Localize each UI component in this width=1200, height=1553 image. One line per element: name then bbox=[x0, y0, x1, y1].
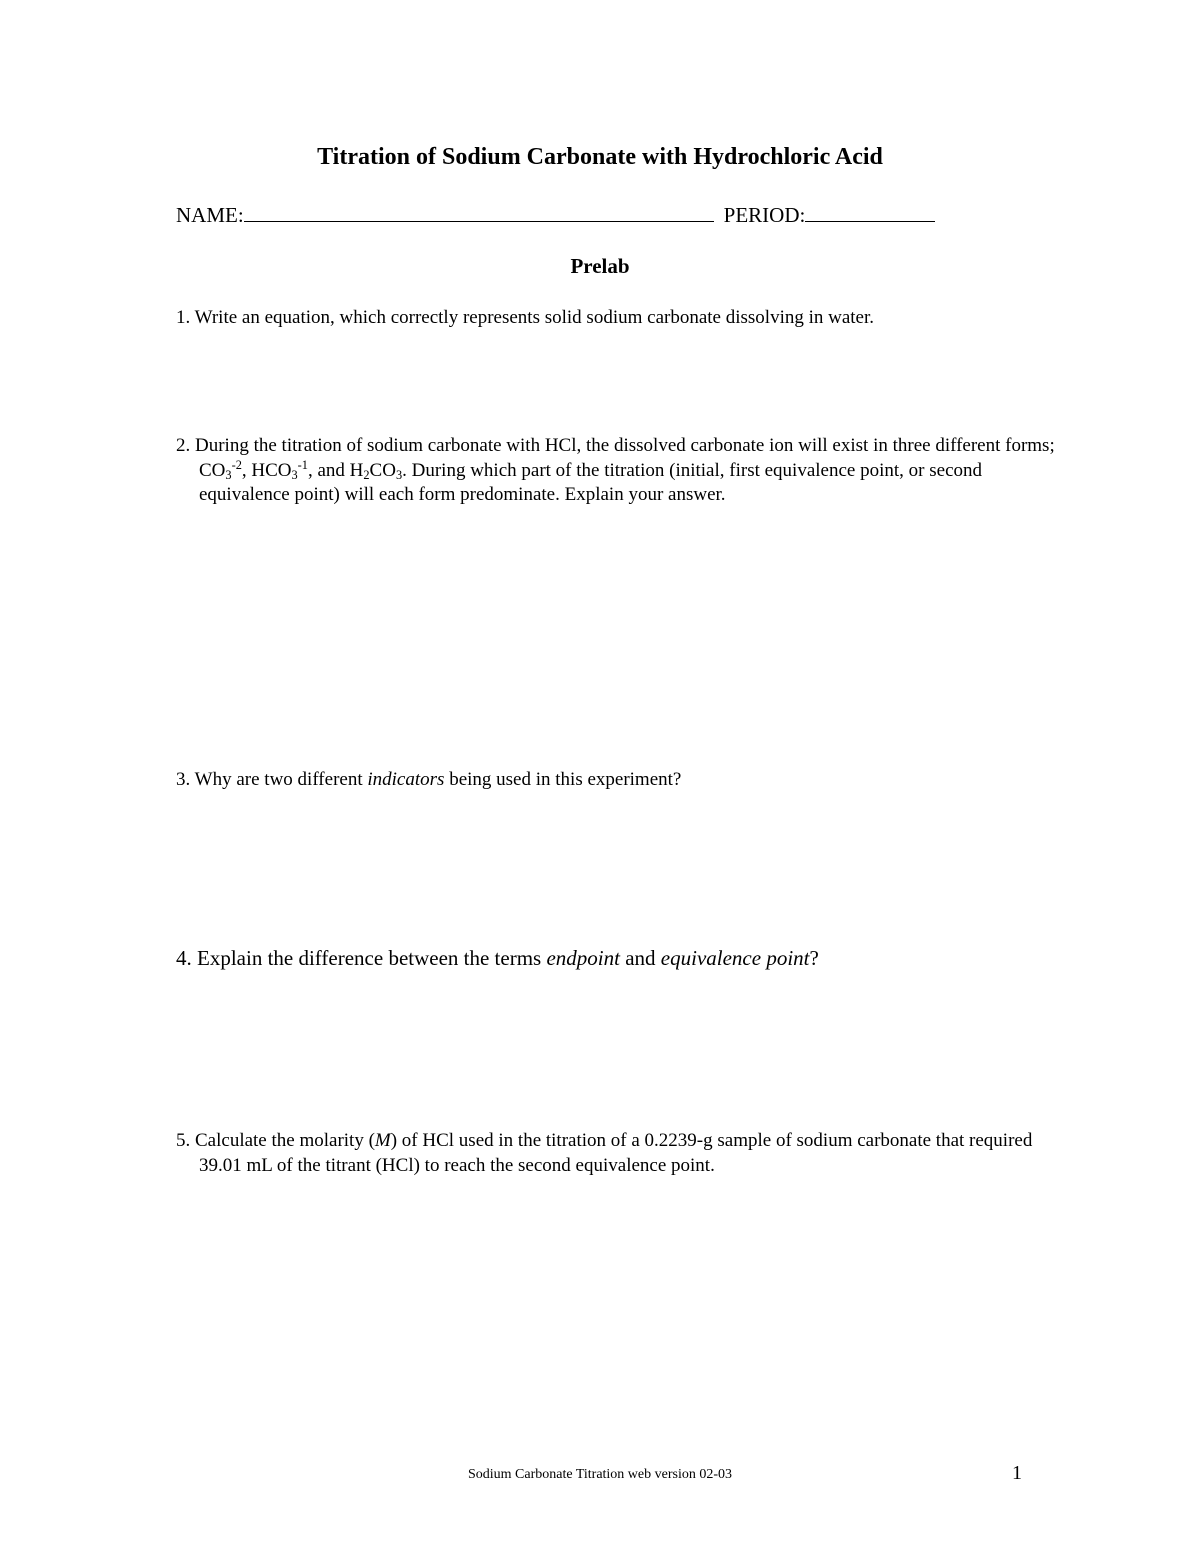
question-1 bbox=[176, 306, 1059, 331]
question-text: Why are two different indicators being used in this experiment? bbox=[194, 769, 682, 790]
name-period-row bbox=[176, 199, 935, 229]
name-label: NAME: bbox=[176, 203, 244, 227]
section-heading: Prelab bbox=[570, 254, 630, 278]
question-number: 5. bbox=[176, 1130, 191, 1151]
page-number: 1 bbox=[1012, 1462, 1022, 1484]
question-3 bbox=[176, 768, 1059, 793]
document-title: Titration of Sodium Carbonate with Hydrochloric Acid bbox=[317, 144, 883, 170]
question-text: During the titration of sodium carbonate with HCl, the dissolved carbonate ion will exist in three different forms; $CO_3^{-2}$, $HCO_3^{-1}$, and $H_2CO_3$. During which part of the titration (initial, first equivalence point, or second equivalence point) will each form predominate. Explain your answer. bbox=[195, 435, 1055, 505]
question-text: Explain the difference between the terms endpoint and equivalence point? bbox=[197, 946, 819, 970]
footer-text: Sodium Carbonate Titration web version 02-03 bbox=[467, 1467, 733, 1482]
question-number: 1. bbox=[176, 307, 191, 328]
name-blank-line bbox=[244, 199, 714, 222]
question-5 bbox=[176, 1129, 1059, 1178]
question-4 bbox=[176, 944, 1059, 972]
question-number: 2. bbox=[176, 435, 191, 456]
question-number: 3. bbox=[176, 769, 191, 790]
question-text: Write an equation, which correctly represents solid sodium carbonate dissolving in water. bbox=[194, 307, 875, 328]
period-label: PERIOD: bbox=[723, 203, 806, 227]
question-number: 4. bbox=[176, 946, 192, 970]
period-blank-line bbox=[805, 199, 935, 222]
question-2 bbox=[176, 434, 1059, 508]
question-text: Calculate the molarity (M) of HCl used in the titration of a 0.2239-g sample of sodium carbonate that required 39.01 mL of the titrant (HCl) to reach the second equivalence point. bbox=[195, 1130, 1033, 1176]
